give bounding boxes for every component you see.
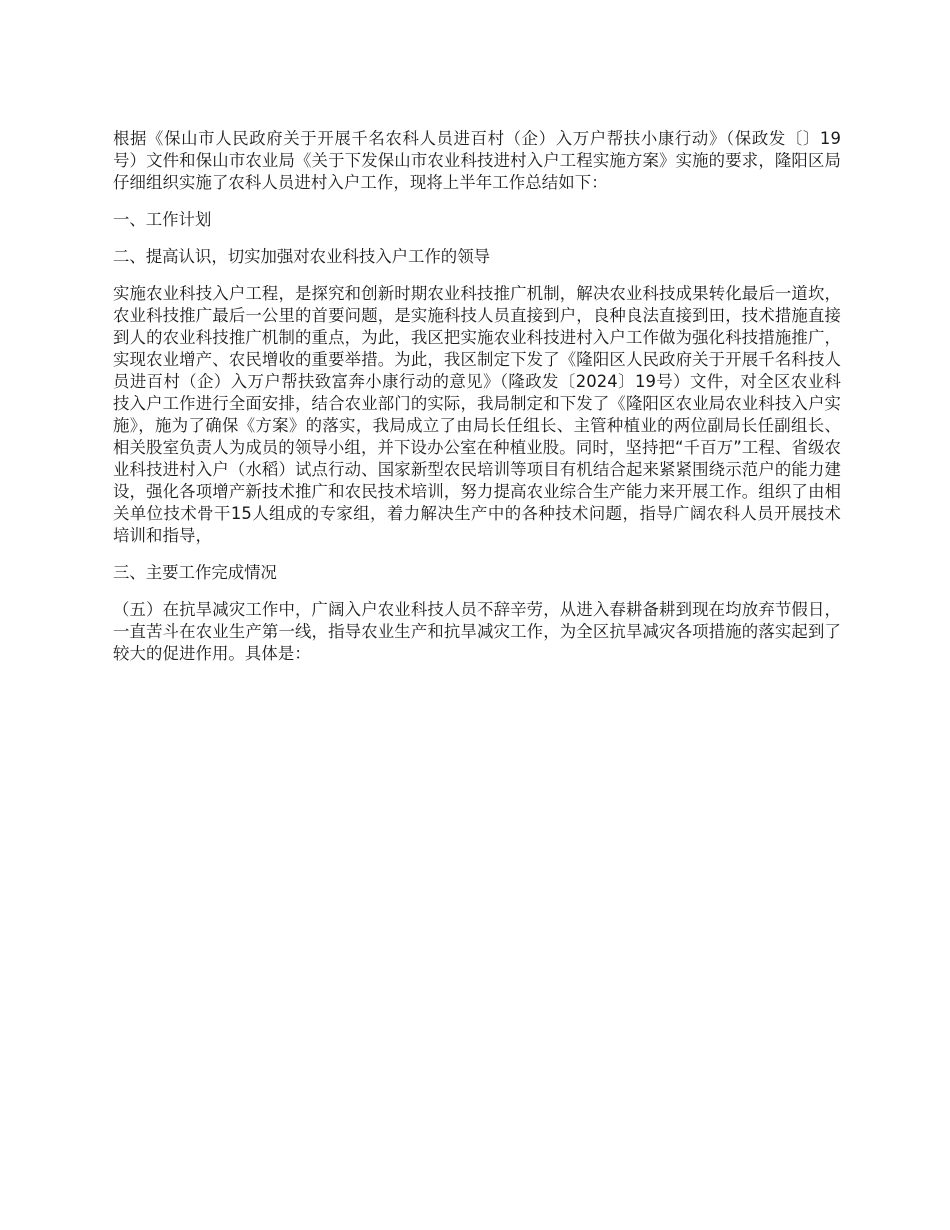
section-heading-leadership: 二、提高认识，切实加强对农业科技入户工作的领导	[113, 247, 490, 266]
intro-paragraph: 根据《保山市人民政府关于开展千名农科人员进百村（企）入万户帮扶小康行动》（保政发〔〕19号）文件和保山市农业局《关于下发保山市农业科技进村入户工程实施方案》实施的要求，隆阳区局仔细组织实施了农科人员进村入户工作，现将上半年工作总结如下：	[113, 129, 841, 192]
section-heading-work-plan: 一、工作计划	[113, 210, 212, 229]
drought-relief-paragraph: （五）在抗旱减灾工作中，广阔入户农业科技人员不辞辛劳，从进入春耕备耕到现在均放弃节假日，一直苦斗在农业生产第一线，指导农业生产和抗旱减灾工作，为全区抗旱减灾各项措施的落实起到了较大的促进作用。具体是：	[113, 600, 841, 663]
document-page	[113, 128, 841, 680]
section-heading-main-work: 三、主要工作完成情况	[113, 563, 277, 582]
leadership-paragraph: 实施农业科技入户工程，是探究和创新时期农业科技推广机制，解决农业科技成果转化最后一道坎，农业科技推广最后一公里的首要问题，是实施科技人员直接到户，良种良法直接到田，技术措施直接到人的农业科技推广机制的重点，为此，我区把实施农业科技进村入户工作做为强化科技措施推广，实现农业增产、农民增收的重要举措。为此，我区制定下发了《隆阳区人民政府关于开展千名科技人员进百村（企）入万户帮扶致富奔小康行动的意见》（隆政发〔2024〕19号）文件，对全区农业科技入户工作进行全面安排，结合农业部门的实际，我局制定和下发了《隆阳区农业局农业科技入户实施》，施为了确保《方案》的落实，我局成立了由局长任组长、主管种植业的两位副局长任副组长、相关股室负责人为成员的领导小组，并下设办公室在种植业股。同时，坚持把“千百万”工程、省级农业科技进村入户（水稻）试点行动、国家新型农民培训等项目有机结合起来紧紧围绕示范户的能力建设，强化各项增产新技术推广和农民技术培训，努力提高农业综合生产能力来开展工作。组织了由相关单位技术骨干15人组成的专家组，着力解决生产中的各种技术问题，指导广阔农科人员开展技术培训和指导，	[113, 284, 841, 545]
